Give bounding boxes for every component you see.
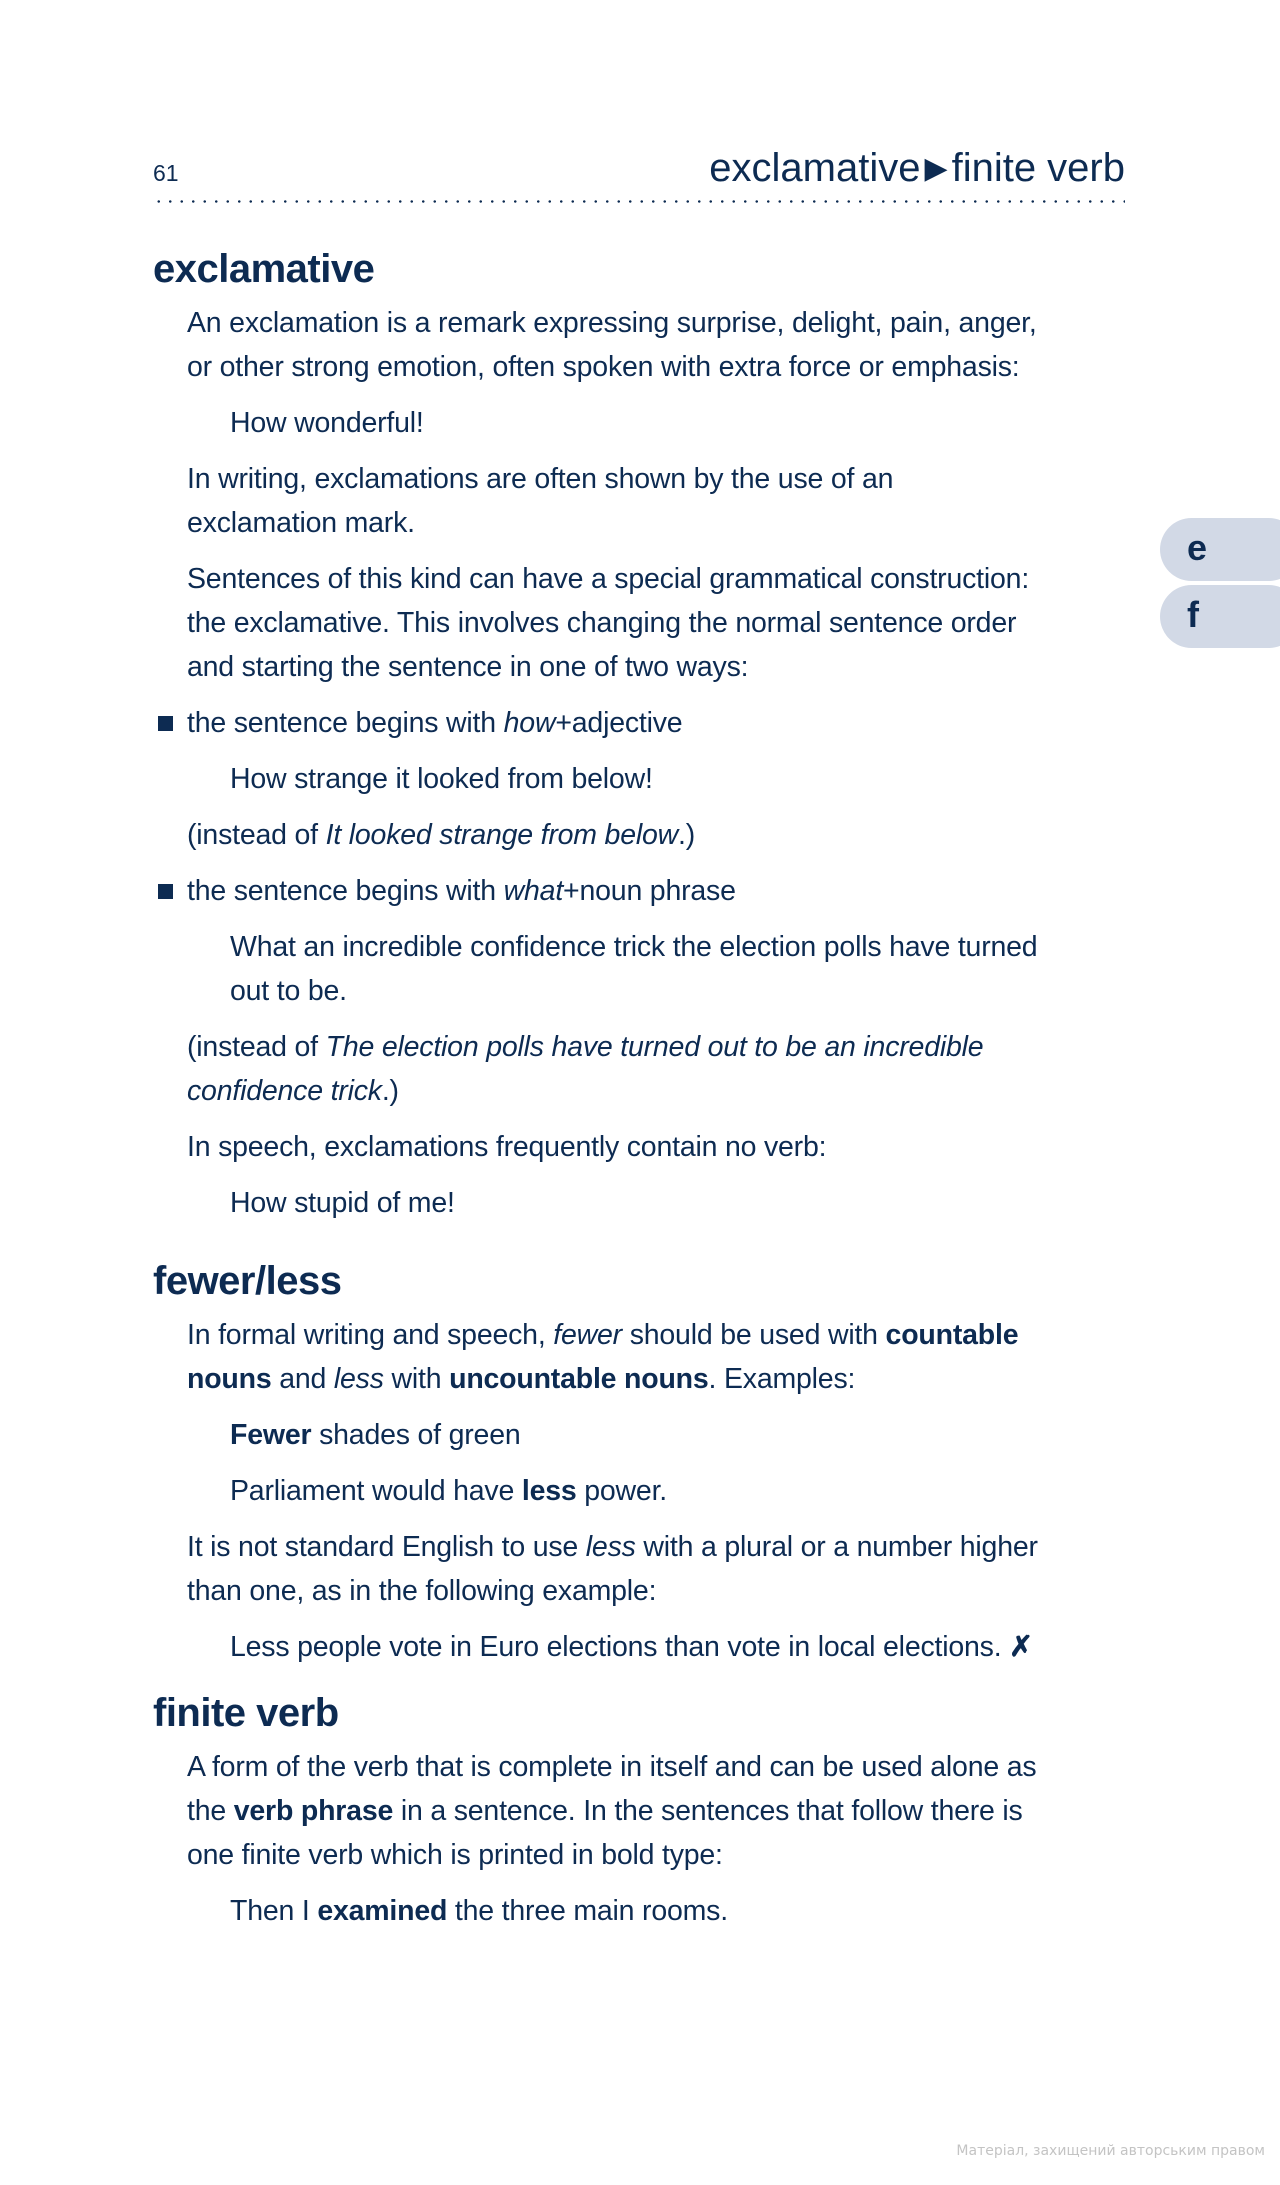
glossary-content — [153, 244, 1133, 1933]
text-segment: Fewer — [230, 1419, 312, 1451]
paragraph — [153, 457, 1133, 545]
text-segment: How wonderful! — [230, 407, 424, 439]
paragraph — [153, 301, 1133, 389]
text-line — [187, 1789, 1133, 1833]
text-line — [187, 813, 1133, 857]
text-segment: What an incredible confidence trick the election polls have turned — [230, 931, 1038, 963]
text-segment: An exclamation is a remark expressing surprise, delight, pain, anger, — [187, 307, 1037, 339]
entry-fewer-less — [153, 1256, 1133, 1669]
text-segment: the sentence begins with — [187, 707, 504, 739]
running-head — [709, 146, 1125, 191]
text-segment: less — [333, 1363, 384, 1395]
paragraph — [153, 557, 1133, 689]
text-segment: In speech, exclamations frequently contain no verb: — [187, 1131, 827, 1163]
square-bullet-icon — [158, 884, 173, 899]
dotted-divider — [153, 200, 1125, 203]
text-line — [187, 501, 1133, 545]
text-line — [187, 457, 1133, 501]
text-segment: In writing, exclamations are often shown by the use of an — [187, 463, 894, 495]
text-segment: than one, as in the following example: — [187, 1575, 657, 1607]
text-segment: or other strong emotion, often spoken with extra force or emphasis: — [187, 351, 1020, 383]
text-segment: in a sentence. In the sentences that follow there is — [393, 1795, 1023, 1827]
text-line — [187, 301, 1133, 345]
text-segment: and starting the sentence in one of two ways: — [187, 651, 749, 683]
text-line — [187, 601, 1133, 645]
example — [153, 1625, 1133, 1669]
text-segment: countable — [885, 1319, 1019, 1351]
running-head-end: finite verb — [951, 146, 1125, 190]
text-segment: examined — [317, 1895, 448, 1927]
square-bullet-icon — [158, 716, 173, 731]
text-segment: (instead of — [187, 819, 326, 851]
text-line — [187, 1069, 1133, 1113]
text-line — [187, 1357, 1133, 1401]
text-segment: the exclamative. This involves changing the normal sentence order — [187, 607, 1017, 639]
text-line — [187, 1313, 1133, 1357]
text-line — [230, 925, 1133, 969]
text-segment: verb phrase — [233, 1795, 394, 1827]
text-segment: Less people vote in Euro elections than vote in local elections. — [230, 1631, 1010, 1663]
cross-mark-icon: ✗ — [1009, 1631, 1033, 1663]
text-segment: the three main rooms. — [447, 1895, 728, 1927]
text-line — [187, 869, 1133, 913]
text-segment: . Examples: — [708, 1363, 856, 1395]
text-segment: How strange it looked from below! — [230, 763, 653, 795]
entry-heading: finite verb — [153, 1691, 339, 1735]
paragraph — [153, 813, 1133, 857]
text-line — [230, 1625, 1133, 1669]
entry-heading: fewer/less — [153, 1259, 342, 1303]
text-line — [230, 401, 1133, 445]
text-segment: Sentences of this kind can have a special grammatical construction: — [187, 563, 1030, 595]
text-segment: In formal writing and speech, — [187, 1319, 554, 1351]
text-segment: (instead of — [187, 1031, 326, 1063]
text-line — [230, 757, 1133, 801]
text-segment: fewer — [553, 1319, 622, 1351]
text-segment: shades of green — [311, 1419, 521, 1451]
text-segment: +adjective — [555, 707, 683, 739]
text-segment: A form of the verb that is complete in itself and can be used alone as — [187, 1751, 1037, 1783]
text-segment: It is not standard English to use — [187, 1531, 586, 1563]
text-segment: nouns — [187, 1363, 272, 1395]
text-line — [187, 1125, 1133, 1169]
text-segment: The election polls have turned out to be an incredible — [325, 1031, 984, 1063]
text-segment: exclamation mark. — [187, 507, 415, 539]
paragraph — [153, 1745, 1133, 1877]
text-segment: out to be. — [230, 975, 347, 1007]
paragraph — [153, 1025, 1133, 1113]
example — [153, 1181, 1133, 1225]
text-segment: how — [503, 707, 556, 739]
text-segment: and — [271, 1363, 334, 1395]
text-line — [187, 1525, 1133, 1569]
example — [153, 757, 1133, 801]
text-segment: It looked strange from below — [325, 819, 679, 851]
text-segment: .) — [678, 819, 696, 851]
paragraph — [153, 1525, 1133, 1613]
text-segment: with a plural or a number higher — [635, 1531, 1038, 1563]
text-line — [230, 1413, 1133, 1457]
page-number: 61 — [153, 160, 179, 186]
text-segment: How stupid of me! — [230, 1187, 455, 1219]
arrow-right-icon: ▶ — [924, 152, 948, 185]
entry-finite-verb — [153, 1688, 1133, 1933]
text-segment: the sentence begins with — [187, 875, 504, 907]
watermark: Матеріал, захищений авторським правом — [956, 2143, 1265, 2159]
example — [153, 1889, 1133, 1933]
text-line — [187, 1025, 1133, 1069]
example — [153, 925, 1133, 1013]
text-segment: confidence trick — [187, 1075, 382, 1107]
text-line — [230, 969, 1133, 1013]
text-segment: Parliament would have — [230, 1475, 522, 1507]
text-segment: with — [383, 1363, 450, 1395]
thumb-tab-e[interactable]: e — [1160, 518, 1280, 581]
text-segment: power. — [576, 1475, 668, 1507]
text-line — [187, 557, 1133, 601]
text-segment: the — [187, 1795, 234, 1827]
example — [153, 401, 1133, 445]
text-line — [230, 1889, 1133, 1933]
text-segment: what — [503, 875, 564, 907]
text-line — [187, 1745, 1133, 1789]
text-line — [187, 345, 1133, 389]
text-line — [187, 645, 1133, 689]
text-line — [187, 1833, 1133, 1877]
paragraph — [153, 1125, 1133, 1169]
text-line — [187, 1569, 1133, 1613]
entry-exclamative — [153, 244, 1133, 1225]
text-segment: should be used with — [621, 1319, 886, 1351]
text-segment: +noun phrase — [563, 875, 736, 907]
example — [153, 1413, 1133, 1457]
text-segment: uncountable nouns — [449, 1363, 709, 1395]
text-segment: .) — [381, 1075, 399, 1107]
bullet-item — [153, 701, 1133, 745]
text-line — [230, 1181, 1133, 1225]
entry-heading: exclamative — [153, 247, 375, 291]
paragraph — [153, 1313, 1133, 1401]
text-segment: one finite verb which is printed in bold type: — [187, 1839, 723, 1871]
bullet-item — [153, 869, 1133, 913]
text-segment: less — [521, 1475, 577, 1507]
example — [153, 1469, 1133, 1513]
thumb-tab-f[interactable]: f — [1160, 585, 1280, 648]
text-line — [187, 701, 1133, 745]
text-segment: less — [585, 1531, 636, 1563]
running-head-start: exclamative — [709, 146, 921, 190]
text-line — [230, 1469, 1133, 1513]
text-segment: Then I — [230, 1895, 318, 1927]
